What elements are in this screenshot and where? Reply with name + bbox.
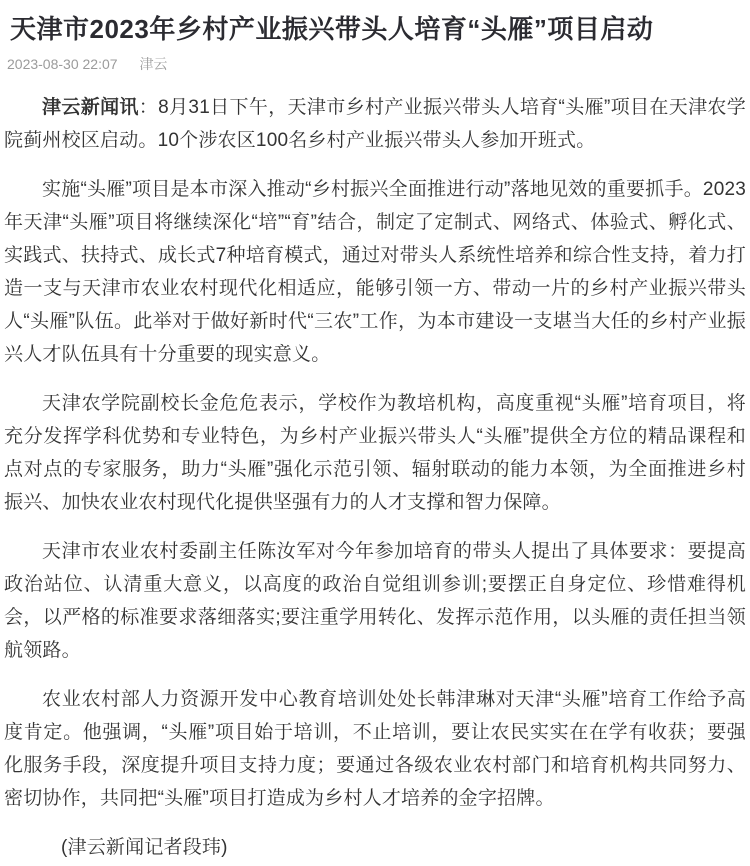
paragraph-official-requirements: 天津市农业农村委副主任陈汝军对今年参加培育的带头人提出了具体要求：要提高政治站位、认清重大意义，以高度的政治自觉组训参训;要摆正自身定位、珍惜难得机会，以严格的标准要求落细落实;要注重学用转化、发挥示范作用，以头雁的责任担当领航领路。 (4, 541, 746, 661)
paragraph-intro-text: 8月31日下午，天津市乡村产业振兴带头人培育“头雁”项目在天津农学院蓟州校区启动。10个涉农区100名乡村产业振兴带头人参加开班式。 (4, 97, 746, 151)
paragraph-project-overview: 实施“头雁”项目是本市深入推动“乡村振兴全面推进行动”落地见效的重要抓手。2023年天津“头雁”项目将继续深化“培”“育”结合，制定了定制式、网络式、体验式、孵化式、实践式、扶持式、成长式7种培育模式，通过对带头人系统性培养和综合性支持，着力打造一支与天津市农业农村现代化相适应，能够引领一方、带动一片的乡村产业振兴带头人“头雁”队伍。此举对于做好新时代“三农”工作，为本市建设一支堪当大任的乡村产业振兴人才队伍具有十分重要的现实意义。 (4, 179, 746, 365)
article-meta-row (4, 55, 746, 73)
paragraph-university-statement: 天津农学院副校长金危危表示，学校作为教培机构，高度重视“头雁”培育项目，将充分发挥学科优势和专业特色，为乡村产业振兴带头人“头雁”提供全方位的精品课程和点对点的专家服务，助力“头雁”强化示范引领、辐射联动的能力本领，为全面推进乡村振兴、加快农业农村现代化提供坚强有力的人才支撑和智力保障。 (4, 393, 746, 513)
publish-datetime: 2023-08-30 22:07 (7, 56, 118, 72)
article-content (4, 91, 746, 864)
paragraph-intro (4, 91, 746, 157)
lead-colon: ： (138, 97, 159, 118)
reporter-byline: (津云新闻记者段玮) (61, 837, 228, 858)
article-title: 天津市2023年乡村产业振兴带头人培育“头雁”项目启动 (10, 14, 654, 44)
lead-label: 津云新闻讯 (42, 97, 139, 118)
paragraph-ministry-comment: 农业农村部人力资源开发中心教育培训处处长韩津琳对天津“头雁”培育工作给予高度肯定。他强调，“头雁”项目始于培训，不止培训，要让农民实实在在学有收获；要强化服务手段，深度提升项目支持力度；要通过各级农业农村部门和培育机构共同努力、密切协作，共同把“头雁”项目打造成为乡村人才培养的金字招牌。 (4, 689, 746, 809)
source-name: 津云 (139, 56, 168, 72)
